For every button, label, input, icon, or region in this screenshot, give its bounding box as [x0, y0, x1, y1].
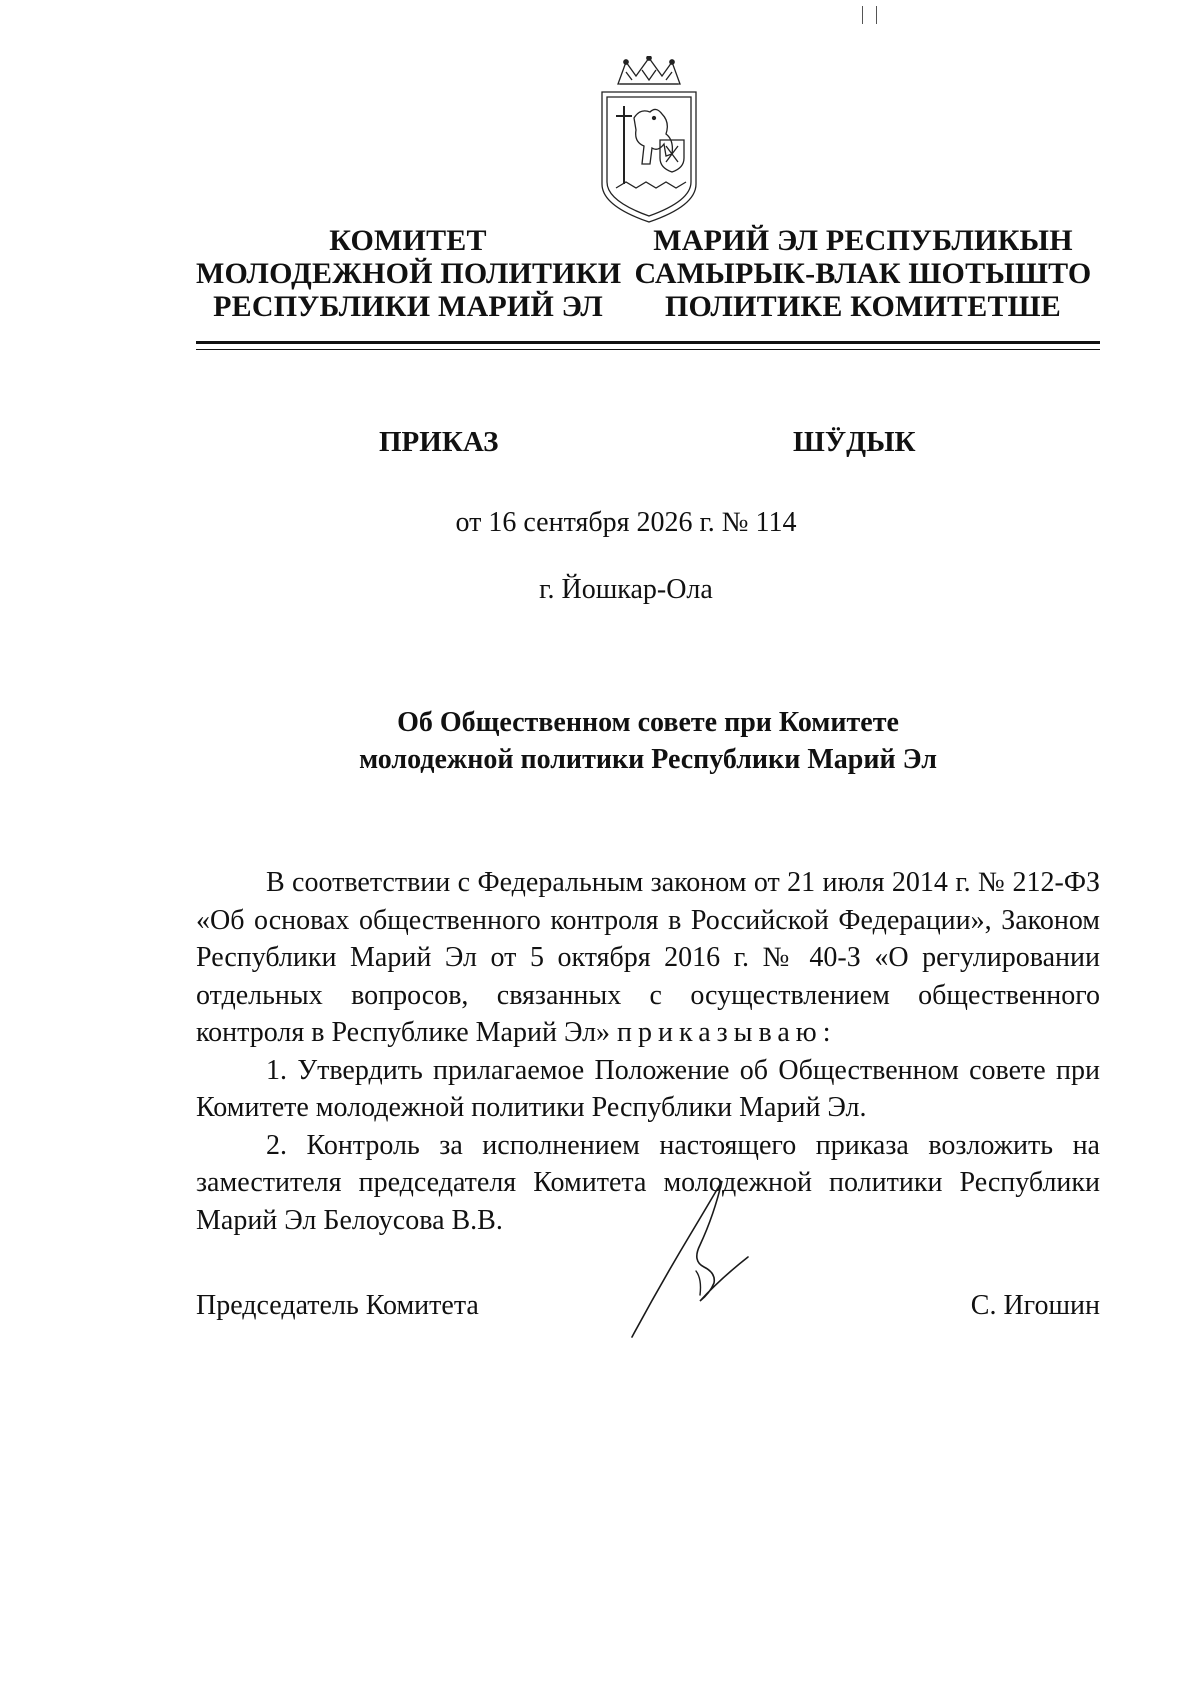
header-right-line: ПОЛИТИКЕ КОМИТЕТШЕ — [664, 290, 1062, 323]
order-word: приказываю: — [617, 1017, 837, 1048]
handwritten-signature — [630, 1175, 785, 1340]
header-divider-thick — [196, 341, 1100, 344]
order-label-russian: ПРИКАЗ — [379, 426, 499, 458]
document-title — [196, 704, 1100, 778]
header-left-line: МОЛОДЕЖНОЙ ПОЛИТИКИ — [196, 257, 622, 290]
committee-name-russian — [196, 224, 620, 323]
preamble-paragraph — [196, 864, 1100, 1052]
header-right-line: МАРИЙ ЭЛ РЕСПУБЛИКЫН — [653, 224, 1073, 257]
scan-mark — [862, 6, 863, 24]
signatory-position: Председатель Комитета — [196, 1290, 479, 1321]
header-left-line: РЕСПУБЛИКИ МАРИЙ ЭЛ — [213, 290, 603, 323]
title-line: молодежной политики Республики Марий Эл — [359, 744, 937, 775]
coat-of-arms-emblem — [596, 56, 702, 224]
order-date-number: от 16 сентября 2026 г. № 114 — [455, 507, 797, 538]
header-right-line: САМЫРЫК-ВЛАК ШОТЫШТО — [634, 257, 1092, 290]
order-city: г. Йошкар-Ола — [539, 574, 713, 605]
header-divider-thin — [196, 349, 1100, 350]
order-label-mari: ШӰДЫК — [793, 426, 916, 458]
committee-name-mari — [626, 224, 1100, 323]
scan-mark — [876, 6, 877, 24]
order-item-2: 2. Контроль за исполнением настоящего приказа возложить на заместителя председателя Комитета молодежной политики Республики Марий Эл Белоусова В.В. — [196, 1129, 1100, 1236]
title-line: Об Общественном совете при Комитете — [397, 707, 899, 738]
header-left-line: КОМИТЕТ — [329, 224, 487, 257]
preamble-text: В соответствии с Федеральным законом от 21 июля 2014 г. № 212-ФЗ «Об основах общественного контроля в Российской Федерации», Законом Республики Марий Эл от 5 октября 2016 г. № 40-З «О регулировании отдельных вопросов, связанных с осуществлением общественного контроля в Республике Марий Эл» — [196, 867, 1100, 1048]
signatory-name: С. Игошин — [970, 1290, 1100, 1321]
order-item-1: 1. Утвердить прилагаемое Положение об Общественном совете при Комитете молодежной политики Республики Марий Эл. — [196, 1054, 1100, 1123]
